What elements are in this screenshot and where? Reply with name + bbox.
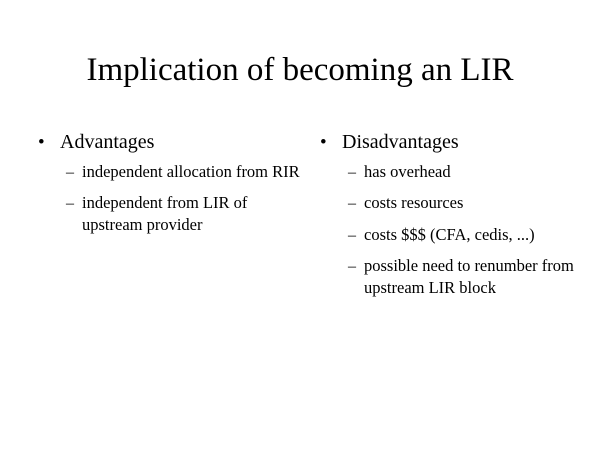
sublist-disadvantages [320,161,574,299]
list-item-heading [38,130,302,155]
list-item-heading [320,130,574,155]
list-item [320,192,574,214]
list-item-label: costs $$$ (CFA, cedis, ...) [364,224,535,244]
column-disadvantages [302,130,574,308]
list-item-label: costs resources [364,193,464,213]
list-item [38,192,302,236]
list-item-label: independent from LIR of upstream provider [82,193,248,235]
column-heading-label: Disadvantages [342,131,459,153]
list-item [320,255,574,299]
list-item-label: has overhead [364,162,451,181]
list-item [320,224,574,246]
column-heading-label: Advantages [60,131,155,153]
list-item-label: possible need to renumber from upstream LIR block [364,255,574,297]
list-item-label: independent allocation from RIR [82,162,300,181]
dash-bullet-icon: – [348,226,356,244]
dash-bullet-icon: – [348,164,356,181]
dash-bullet-icon: – [66,164,74,181]
list-item [38,161,302,183]
dash-bullet-icon: – [66,195,74,213]
column-advantages [30,130,302,245]
bullet-icon: • [38,132,45,153]
dash-bullet-icon: – [348,195,356,213]
slide-body [30,130,575,308]
sublist-advantages [38,161,302,236]
list-item [320,161,574,183]
bullet-icon: • [320,132,327,153]
page-title: Implication of becoming an LIR [86,52,514,88]
dash-bullet-icon: – [348,257,356,275]
